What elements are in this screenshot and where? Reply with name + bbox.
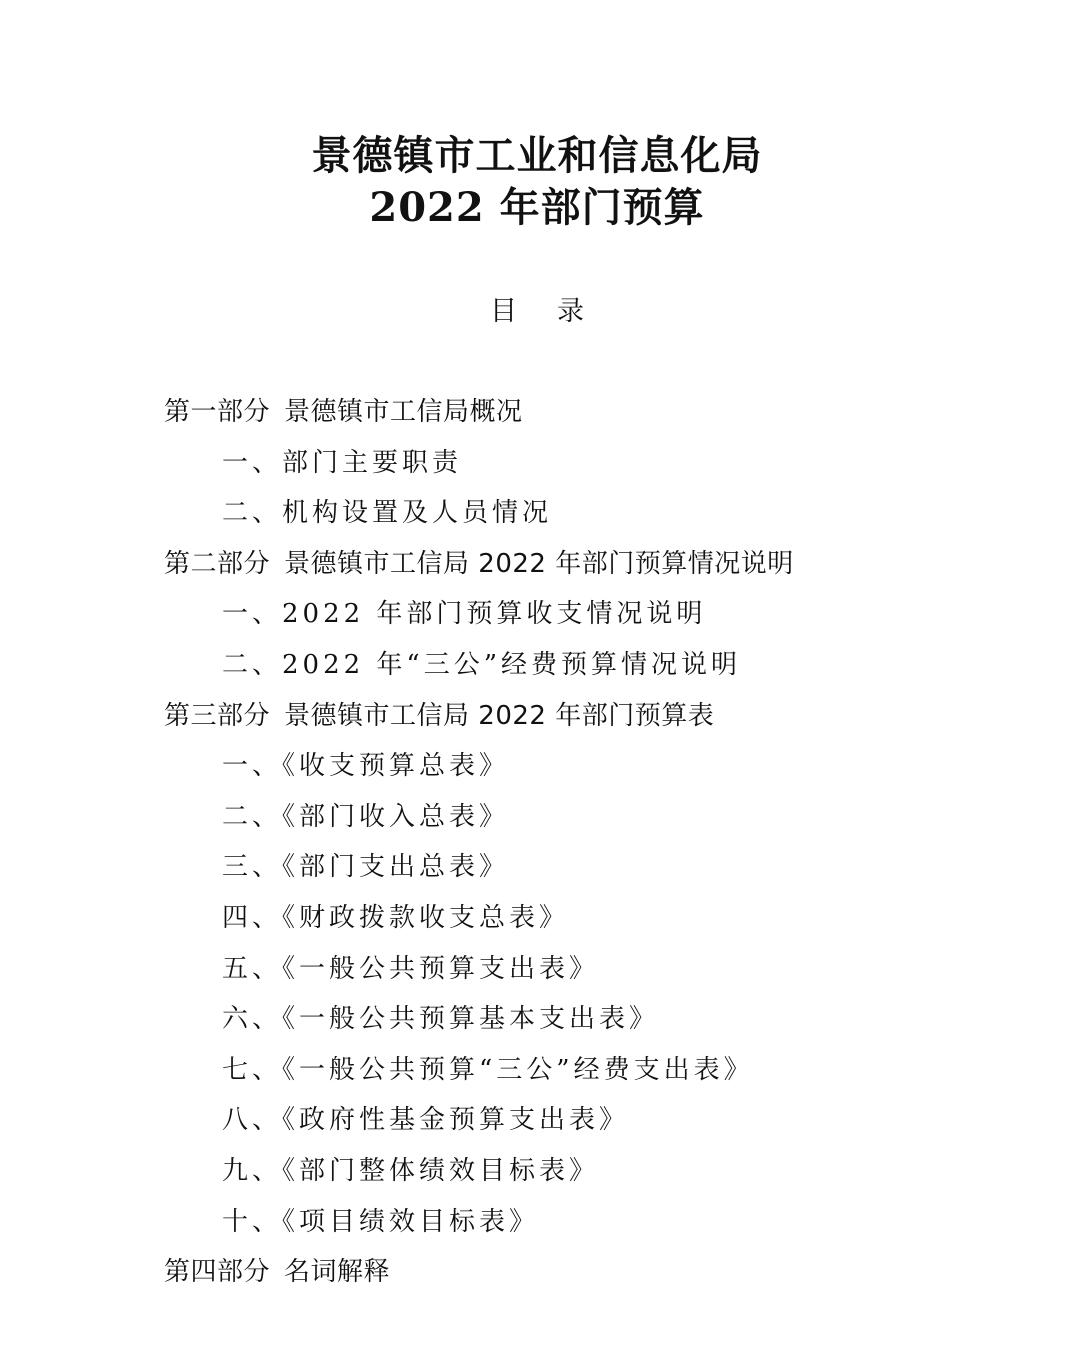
toc-item[interactable]: 三、《部门支出总表》 (222, 852, 510, 883)
toc-part-number: 第三部分 (164, 700, 271, 731)
toc-item[interactable]: 一、2022 年部门预算收支情况说明 (222, 599, 707, 630)
toc-item[interactable]: 八、《政府性基金预算支出表》 (222, 1105, 630, 1136)
toc-heading: 目录 (490, 296, 624, 327)
toc-item[interactable]: 二、2022 年“三公”经费预算情况说明 (222, 649, 742, 680)
document-subtitle: 2022 年部门预算 (369, 184, 705, 231)
toc-part-title: 景德镇市工信局 2022 年部门预算情况说明 (284, 548, 794, 579)
toc-part-2[interactable] (164, 539, 1024, 590)
toc-part-title: 景德镇市工信局概况 (284, 397, 523, 427)
toc-item[interactable]: 九、《部门整体绩效目标表》 (222, 1155, 600, 1186)
toc-item[interactable]: 一、部门主要职责 (222, 447, 463, 478)
toc-part-number: 第四部分 (164, 1257, 271, 1288)
toc-part-4[interactable] (164, 1247, 1024, 1298)
toc-item[interactable]: 一、《收支预算总表》 (222, 751, 510, 782)
toc-item[interactable]: 七、《一般公共预算“三公”经费支出表》 (222, 1054, 754, 1085)
toc-part-number: 第一部分 (164, 397, 271, 427)
toc-item[interactable]: 五、《一般公共预算支出表》 (222, 953, 600, 984)
toc-item[interactable]: 二、机构设置及人员情况 (222, 498, 553, 529)
table-of-contents (164, 387, 1024, 1298)
toc-item[interactable]: 二、《部门收入总表》 (222, 801, 510, 832)
toc-item[interactable]: 六、《一般公共预算基本支出表》 (222, 1004, 660, 1035)
toc-part-number: 第二部分 (164, 548, 271, 579)
toc-part-3[interactable] (164, 691, 1024, 742)
document-title: 景德镇市工业和信息化局 (311, 132, 763, 179)
toc-part-1[interactable] (164, 387, 1024, 438)
toc-item[interactable]: 四、《财政拨款收支总表》 (222, 902, 570, 933)
toc-part-title: 名词解释 (284, 1257, 391, 1288)
toc-part-title: 景德镇市工信局 2022 年部门预算表 (284, 700, 715, 731)
toc-item[interactable]: 十、《项目绩效目标表》 (222, 1206, 540, 1237)
